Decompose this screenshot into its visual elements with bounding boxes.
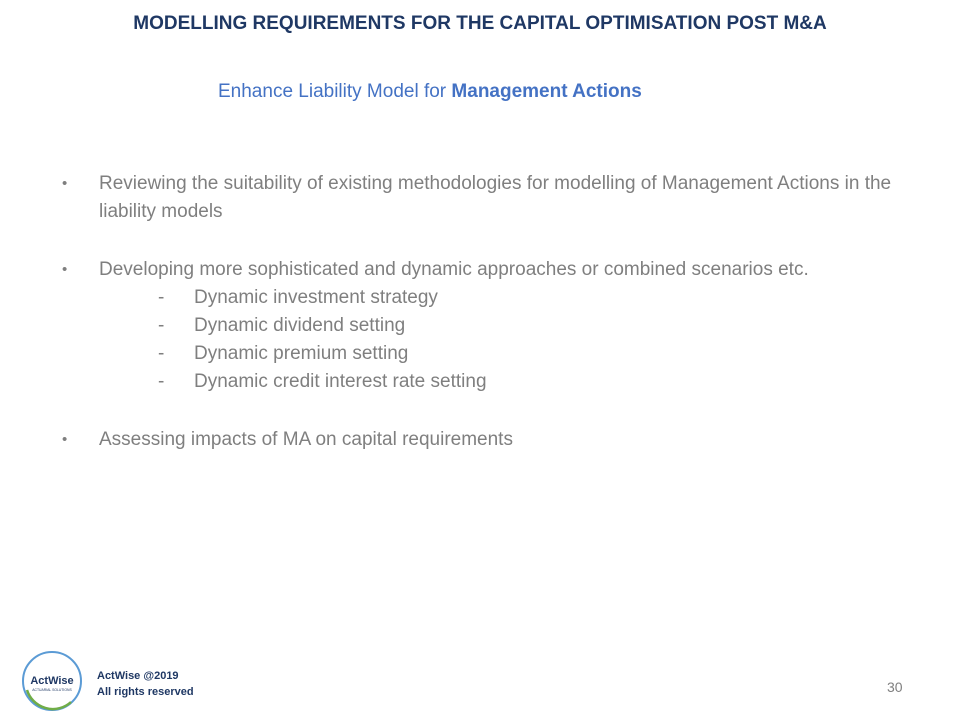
footer-copyright: ActWise @2019 [97, 670, 179, 682]
sub-item [62, 312, 912, 340]
sub-item [62, 368, 912, 396]
footer-rights: All rights reserved [97, 686, 194, 698]
dash-icon: - [158, 343, 165, 364]
sub-item-text: Dynamic investment strategy [194, 287, 438, 308]
bullet-text: Assessing impacts of MA on capital requirements [99, 429, 513, 450]
sub-item [62, 284, 912, 312]
slide-subtitle [218, 81, 642, 103]
page-number: 30 [887, 679, 903, 695]
bullet-list [62, 170, 912, 454]
dash-icon: - [158, 371, 165, 392]
sub-item [62, 340, 912, 368]
bullet-dot-icon: • [62, 175, 68, 192]
bullet-item [62, 256, 912, 284]
dash-icon: - [158, 315, 165, 336]
actwise-logo [21, 650, 83, 712]
bullet-item [62, 170, 912, 226]
sub-item-text: Dynamic dividend setting [194, 315, 406, 336]
bullet-text: Developing more sophisticated and dynamic approaches or combined scenarios etc. [99, 259, 809, 280]
bullet-dot-icon: • [62, 431, 68, 448]
sub-item-text: Dynamic credit interest rate setting [194, 371, 487, 392]
subtitle-prefix: Enhance Liability Model for [218, 81, 452, 102]
subtitle-emphasis: Management Actions [451, 81, 642, 102]
bullet-text: Reviewing the suitability of existing methodologies for modelling of Management Actions in the liability models [99, 173, 892, 222]
logo-tagline: ACTUARIAL SOLUTIONS [32, 688, 72, 692]
dash-icon: - [158, 287, 165, 308]
footer-text [97, 668, 194, 700]
sub-item-text: Dynamic premium setting [194, 343, 409, 364]
bullet-item [62, 426, 912, 454]
logo-text: ActWise [30, 675, 74, 687]
slide-title: MODELLING REQUIREMENTS FOR THE CAPITAL OPTIMISATION POST M&A [133, 13, 827, 34]
bullet-dot-icon: • [62, 261, 68, 278]
